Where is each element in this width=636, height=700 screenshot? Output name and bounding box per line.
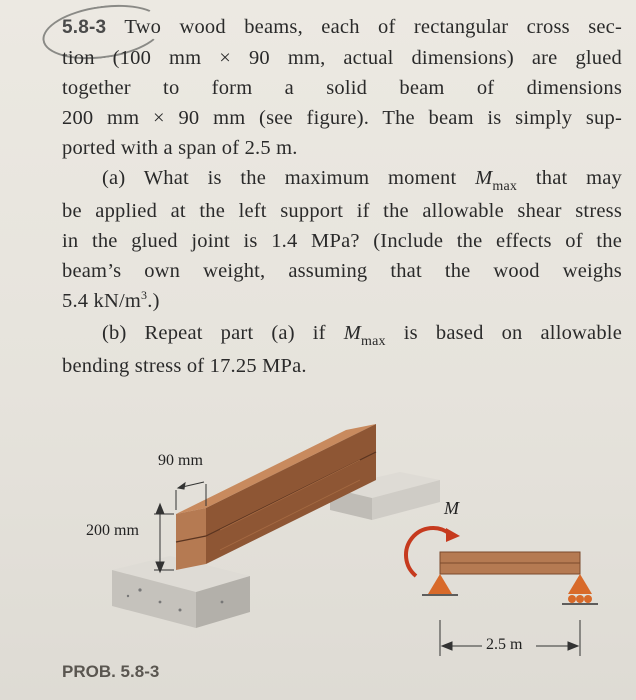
intro-line-5: ported with a span of 2.5 m. (62, 137, 298, 159)
beam-figure (0, 380, 636, 700)
width-label: 90 mm (158, 452, 203, 469)
intro-line-4: 200 mm × 90 mm (see figure). The beam is simply sup- (62, 107, 622, 129)
part-a-line-1: (a) What is the maximum moment $M_{max}$ that may (102, 167, 622, 194)
problem-number: 5.8-3 (62, 17, 107, 38)
part-b-line-2: bending stress of 17.25 MPa. (62, 355, 307, 377)
span-label: 2.5 m (486, 636, 523, 653)
part-a-line-5: 5.4 $kN/m^3$.) (62, 288, 160, 312)
roller-support (562, 574, 598, 604)
intro-line-2: tion (100 mm × 90 mm, actual dimensions) are glued (62, 47, 622, 69)
schematic-beam (440, 552, 580, 574)
beam-illustration (0, 380, 636, 700)
problem-statement (62, 12, 622, 381)
part-b-line-1: (b) Repeat part (a) if $M_{max}$ is based on allowable (102, 322, 622, 349)
pin-support (422, 574, 458, 595)
part-a-line-2: be applied at the left support if the allowable shear stress (62, 200, 622, 222)
problem-caption: PROB. 5.8-3 (62, 662, 160, 681)
part-a-line-4: beam’s own weight, assuming that the wood weighs (62, 260, 622, 282)
height-label: 200 mm (86, 522, 139, 539)
intro-line-1: 5.8-3 Two wood beams, each of rectangular cross sec- (62, 16, 622, 38)
intro-line-3: together to form a solid beam of dimensions (62, 77, 622, 99)
moment-label: M (444, 498, 459, 518)
part-a-line-3: in the glued joint is 1.4 MPa? (Include the effects of the (62, 230, 622, 252)
